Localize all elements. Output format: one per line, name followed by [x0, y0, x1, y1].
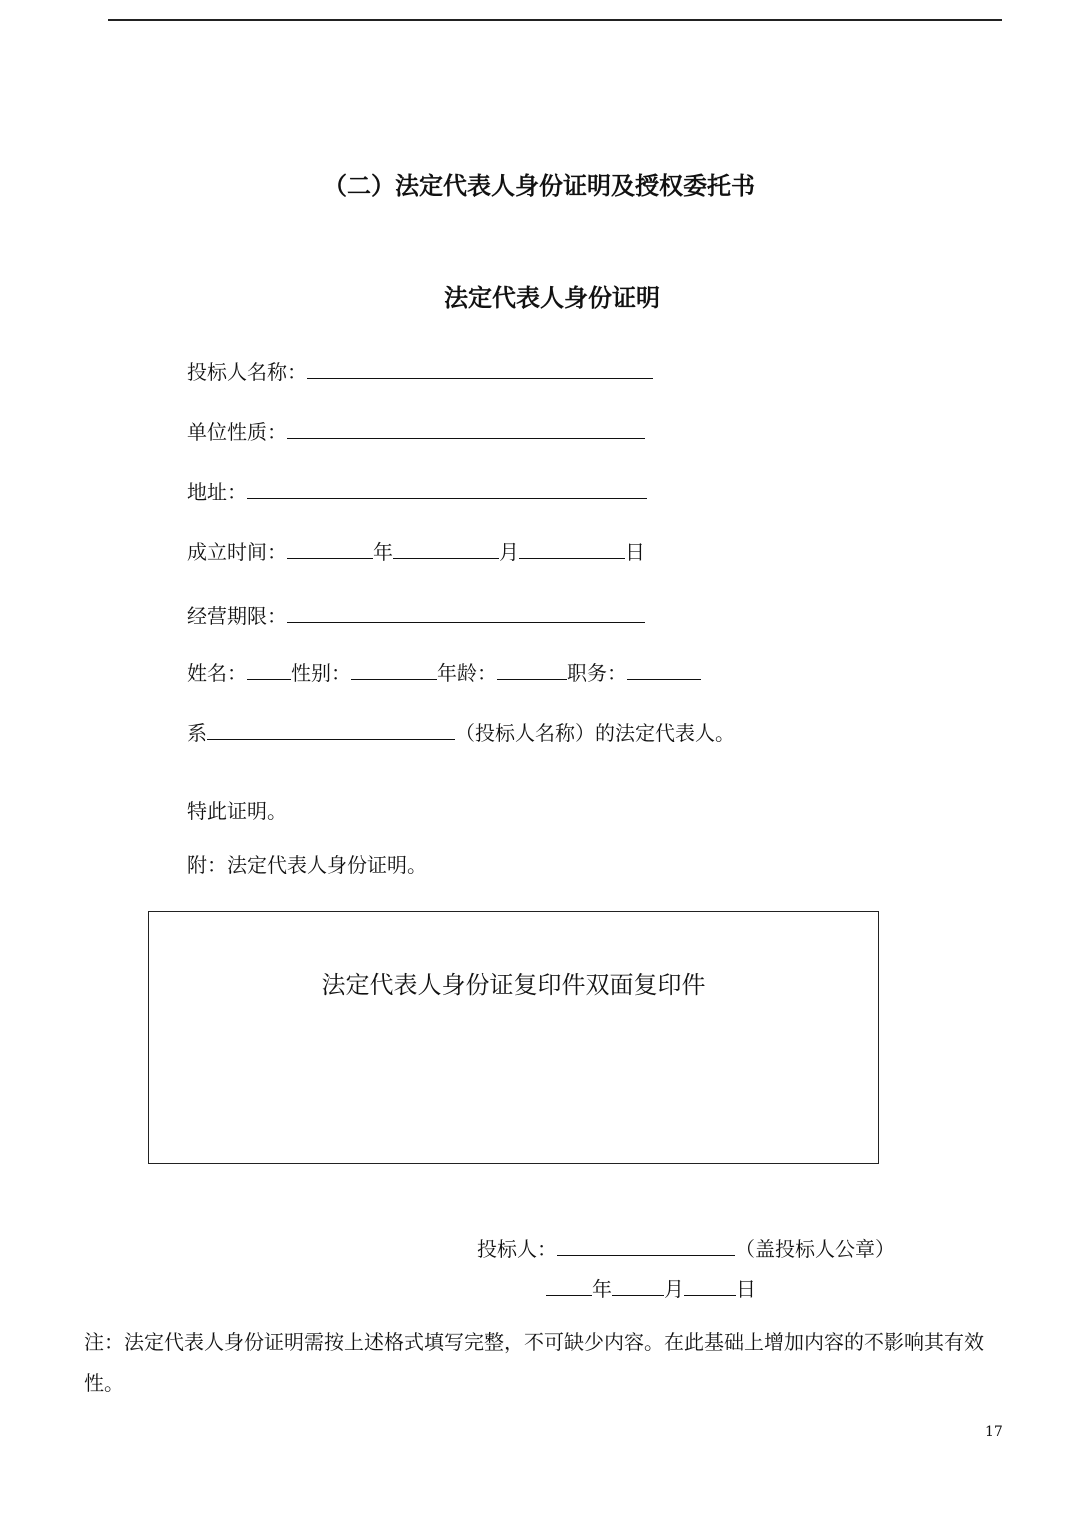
relation-suffix: （投标人名称）的法定代表人。 [455, 721, 735, 745]
page-number: 17 [985, 1424, 1003, 1440]
term-label: 经营期限： [187, 604, 287, 628]
unit-nature-blank[interactable] [287, 419, 645, 439]
name-label: 姓名： [187, 661, 247, 685]
relation-prefix: 系 [187, 721, 207, 745]
person-row [187, 657, 701, 686]
unit-nature-row [187, 416, 645, 445]
established-year-label: 年 [373, 540, 393, 564]
gender-label: 性别： [291, 661, 351, 685]
term-blank[interactable] [287, 603, 645, 623]
note-text: 注：法定代表人身份证明需按上述格式填写完整，不可缺少内容。在此基础上增加内容的不影响其有效性。 [84, 1330, 984, 1395]
subtitle: 法定代表人身份证明 [444, 284, 660, 312]
established-month-label: 月 [499, 540, 519, 564]
name-blank[interactable] [247, 660, 291, 680]
signature-month-blank[interactable] [612, 1276, 664, 1296]
section-title: （二）法定代表人身份证明及授权委托书 [323, 172, 755, 200]
bidder-name-label: 投标人名称： [187, 360, 307, 384]
age-label: 年龄： [437, 661, 497, 685]
address-row [187, 476, 647, 505]
signature-day-label: 日 [736, 1277, 756, 1301]
signature-year-blank[interactable] [546, 1276, 592, 1296]
established-day-blank[interactable] [519, 539, 625, 559]
seal-text: （盖投标人公章） [735, 1237, 895, 1261]
address-label: 地址： [187, 480, 247, 504]
bidder-signature-label: 投标人： [477, 1237, 557, 1261]
signature-year-label: 年 [592, 1277, 612, 1301]
established-month-blank[interactable] [393, 539, 499, 559]
established-label: 成立时间： [187, 540, 287, 564]
unit-nature-label: 单位性质： [187, 420, 287, 444]
established-day-label: 日 [625, 540, 645, 564]
relation-blank[interactable] [207, 720, 455, 740]
certify-text: 特此证明。 [187, 799, 287, 823]
signature-day-blank[interactable] [684, 1276, 736, 1296]
signature-date-row [546, 1273, 756, 1302]
bidder-name-blank[interactable] [307, 359, 653, 379]
bidder-signature-row [477, 1233, 895, 1262]
established-row [187, 536, 645, 565]
attachment-text: 附：法定代表人身份证明。 [187, 853, 427, 877]
signature-month-label: 月 [664, 1277, 684, 1301]
term-row [187, 600, 645, 629]
established-year-blank[interactable] [287, 539, 373, 559]
relation-row [187, 717, 735, 746]
bidder-name-row [187, 356, 653, 385]
bidder-signature-blank[interactable] [557, 1236, 735, 1256]
gender-blank[interactable] [351, 660, 437, 680]
id-copy-box [148, 911, 879, 1164]
id-copy-box-text: 法定代表人身份证复印件双面复印件 [321, 971, 706, 999]
header-rule [108, 19, 1002, 21]
age-blank[interactable] [497, 660, 567, 680]
position-label: 职务： [567, 661, 627, 685]
position-blank[interactable] [627, 660, 701, 680]
address-blank[interactable] [247, 479, 647, 499]
